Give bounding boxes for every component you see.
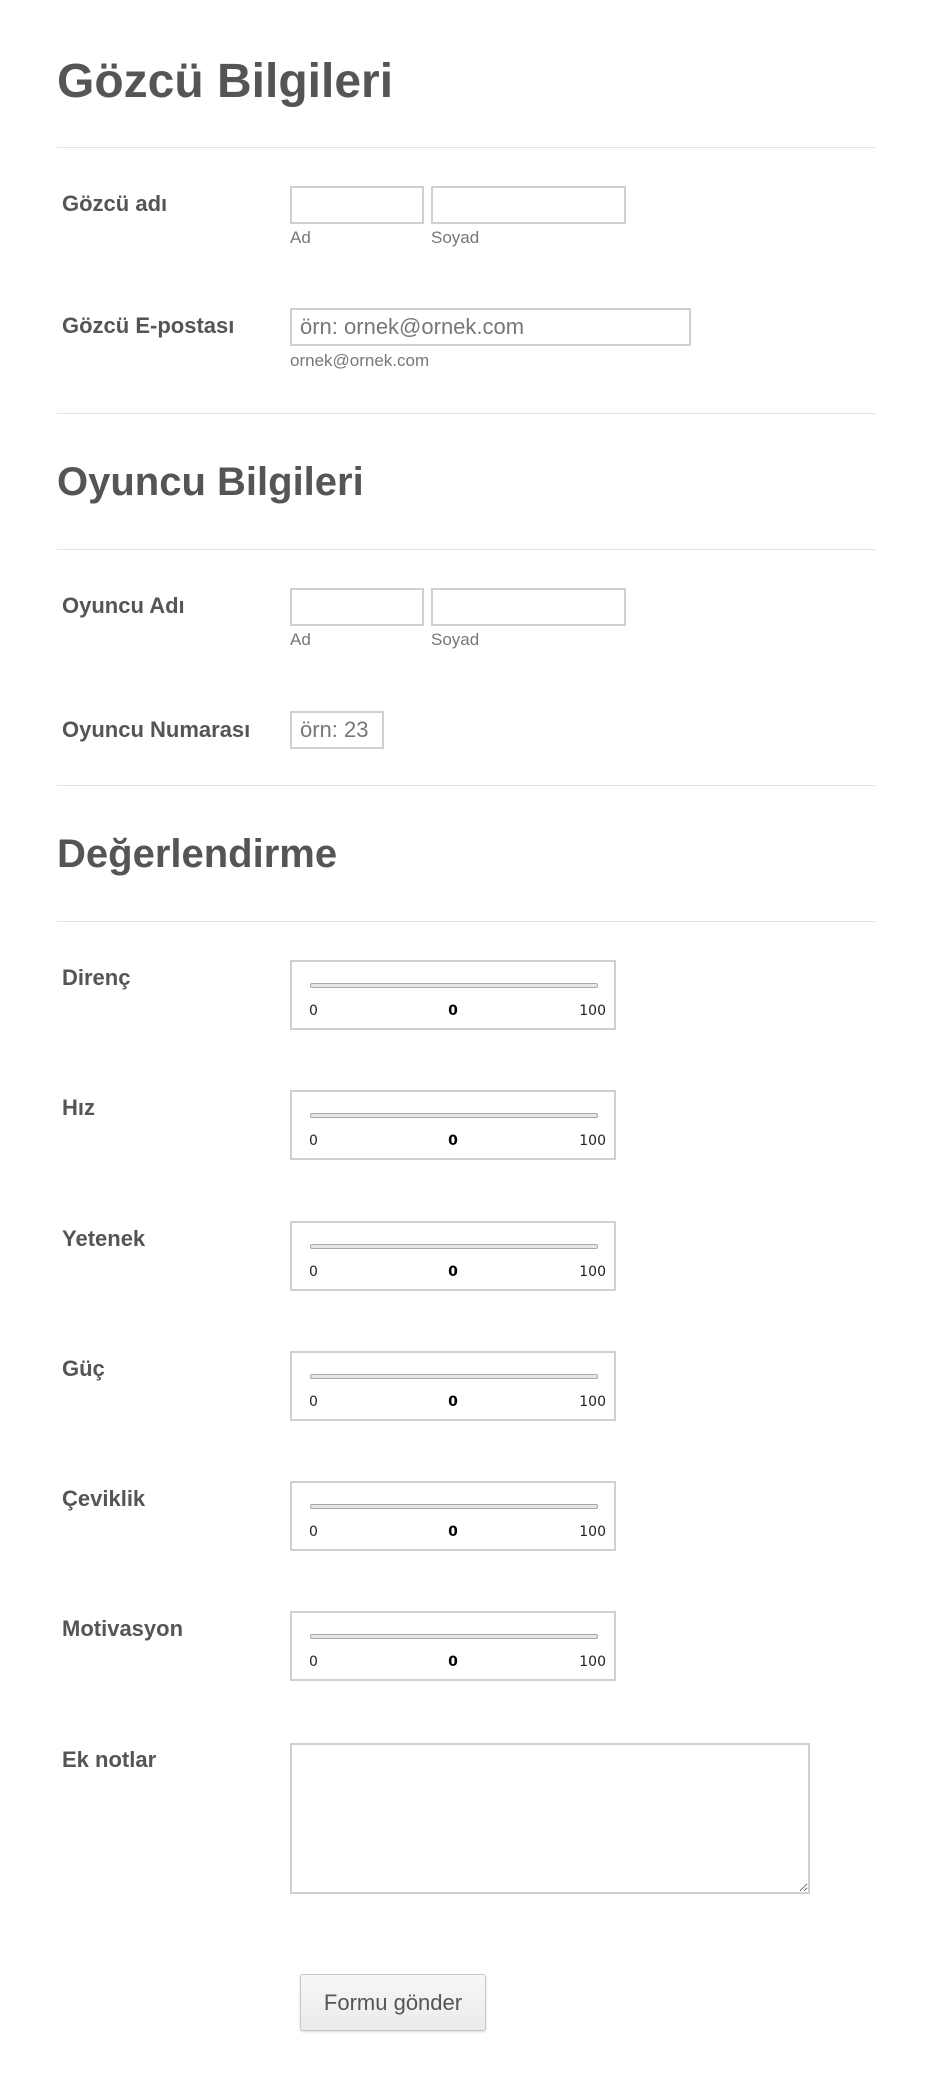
slider-min-label: 0 — [309, 1133, 318, 1149]
speed-slider[interactable] — [290, 1090, 616, 1160]
slider-current-value: 0 — [448, 1003, 458, 1019]
slider-min-label: 0 — [309, 1003, 318, 1019]
slider-current-value: 0 — [448, 1654, 458, 1670]
slider-track[interactable] — [310, 983, 598, 988]
scout-email-label: Gözcü E-postası — [62, 313, 235, 338]
player-last-name-sublabel: Soyad — [431, 630, 480, 649]
player-number-label: Oyuncu Numarası — [62, 717, 251, 742]
skill-slider[interactable] — [290, 1221, 616, 1291]
motivation-label: Motivasyon — [62, 1616, 184, 1641]
slider-min-label: 0 — [309, 1654, 318, 1670]
player-first-name-sublabel: Ad — [290, 630, 311, 649]
scout-last-name-input[interactable] — [431, 186, 626, 224]
scout-first-name-sublabel: Ad — [290, 228, 311, 247]
section-divider — [57, 785, 875, 786]
section-divider — [57, 921, 875, 922]
player-section-title: Oyuncu Bilgileri — [57, 460, 364, 504]
slider-current-value: 0 — [448, 1524, 458, 1540]
skill-label: Yetenek — [62, 1226, 146, 1251]
slider-track[interactable] — [310, 1374, 598, 1379]
slider-max-label: 100 — [579, 1394, 606, 1410]
scout-last-name-sublabel: Soyad — [431, 228, 480, 247]
slider-max-label: 100 — [579, 1654, 606, 1670]
scout-section-title: Gözcü Bilgileri — [57, 55, 394, 108]
slider-track[interactable] — [310, 1504, 598, 1509]
motivation-slider[interactable] — [290, 1611, 616, 1681]
speed-label: Hız — [62, 1095, 95, 1120]
agility-label: Çeviklik — [62, 1486, 146, 1511]
section-divider — [57, 549, 875, 550]
notes-label: Ek notlar — [62, 1747, 157, 1772]
scout-first-name-input[interactable] — [290, 186, 424, 224]
slider-current-value: 0 — [448, 1264, 458, 1280]
slider-max-label: 100 — [579, 1264, 606, 1280]
slider-current-value: 0 — [448, 1394, 458, 1410]
slider-min-label: 0 — [309, 1394, 318, 1410]
evaluation-section-title: Değerlendirme — [57, 832, 338, 876]
player-number-input[interactable] — [290, 711, 384, 749]
submit-button[interactable]: Formu gönder — [300, 1974, 486, 2031]
slider-max-label: 100 — [579, 1003, 606, 1019]
slider-track[interactable] — [310, 1244, 598, 1249]
scout-email-sublabel: ornek@ornek.com — [290, 351, 430, 370]
slider-max-label: 100 — [579, 1524, 606, 1540]
slider-min-label: 0 — [309, 1264, 318, 1280]
slider-min-label: 0 — [309, 1524, 318, 1540]
player-last-name-input[interactable] — [431, 588, 626, 626]
player-name-label: Oyuncu Adı — [62, 593, 185, 618]
endurance-label: Direnç — [62, 965, 131, 990]
slider-track[interactable] — [310, 1113, 598, 1118]
notes-textarea[interactable] — [290, 1743, 810, 1894]
endurance-slider[interactable] — [290, 960, 616, 1030]
strength-slider[interactable] — [290, 1351, 616, 1421]
agility-slider[interactable] — [290, 1481, 616, 1551]
slider-current-value: 0 — [448, 1133, 458, 1149]
player-first-name-input[interactable] — [290, 588, 424, 626]
scout-email-input[interactable] — [290, 308, 691, 346]
strength-label: Güç — [62, 1356, 105, 1381]
section-divider — [57, 147, 875, 148]
slider-track[interactable] — [310, 1634, 598, 1639]
scout-name-label: Gözcü adı — [62, 191, 168, 216]
section-divider — [57, 413, 875, 414]
slider-max-label: 100 — [579, 1133, 606, 1149]
